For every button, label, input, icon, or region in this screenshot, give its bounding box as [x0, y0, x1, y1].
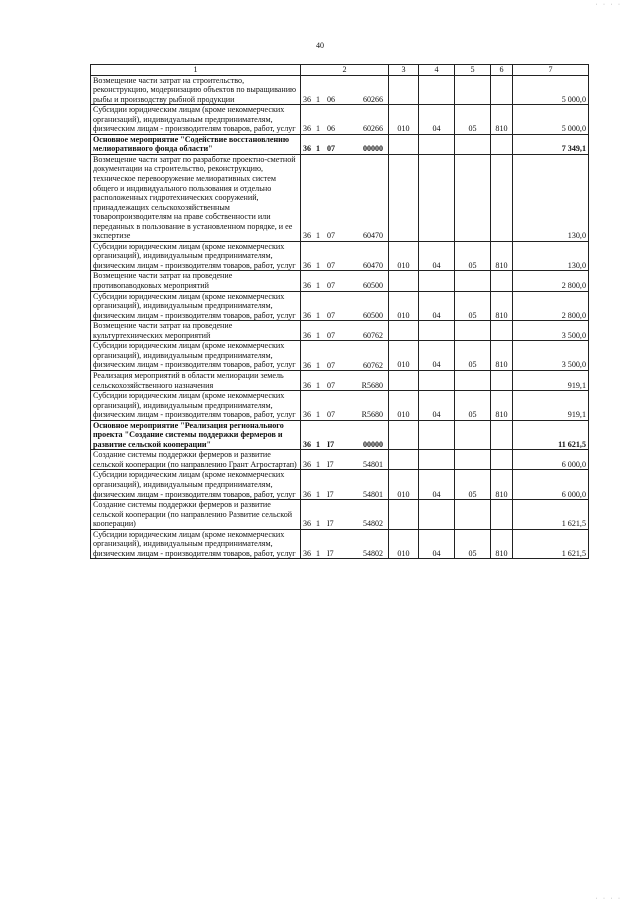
code-program: 36	[303, 124, 311, 134]
row-col3-cell: 010	[389, 341, 419, 371]
row-col3-cell: 010	[389, 241, 419, 271]
row-col5-cell: 05	[455, 291, 491, 321]
code-subprogram: 1	[316, 439, 320, 449]
row-code-cell	[301, 154, 389, 241]
row-name-cell: Возмещение части затрат на проведение культуртехнических мероприятий	[91, 321, 301, 341]
code-direction: R5680	[361, 410, 383, 420]
row-col6-cell: 810	[491, 529, 513, 559]
row-col6-cell: 810	[491, 105, 513, 135]
code-subprogram: 1	[316, 330, 320, 340]
code-subprogram: 1	[316, 548, 320, 558]
table-row	[91, 420, 589, 450]
code-measure: 07	[327, 231, 335, 241]
row-col5-cell	[455, 271, 491, 291]
table-row	[91, 500, 589, 530]
code-subprogram: 1	[316, 124, 320, 134]
row-col4-cell: 04	[419, 341, 455, 371]
code-program: 36	[303, 144, 311, 154]
row-col4-cell: 04	[419, 241, 455, 271]
code-direction: 60266	[363, 94, 383, 104]
row-code-cell	[301, 241, 389, 271]
row-amount-cell: 6 000,0	[513, 470, 589, 500]
row-col4-cell: 04	[419, 470, 455, 500]
code-subprogram: 1	[316, 489, 320, 499]
row-col4-cell: 04	[419, 105, 455, 135]
row-col3-cell	[389, 134, 419, 154]
table-row	[91, 529, 589, 559]
code-direction: 60470	[363, 231, 383, 241]
code-direction: R5680	[361, 380, 383, 390]
budget-table	[90, 64, 589, 559]
code-measure: I7	[327, 459, 334, 469]
table-row	[91, 341, 589, 371]
row-name-cell: Создание системы поддержки фермеров и развитие сельской кооперации (по направлению Развитие сельской кооперации)	[91, 500, 301, 530]
row-code-cell	[301, 321, 389, 341]
row-code-cell	[301, 291, 389, 321]
row-name-cell: Субсидии юридическим лицам (кроме некоммерческих организаций), индивидуальным предпринимателям, физическим лицам - производителям товаров, работ, услуг	[91, 241, 301, 271]
row-code-cell	[301, 470, 389, 500]
row-col6-cell: 810	[491, 291, 513, 321]
code-direction: 54801	[363, 489, 383, 499]
row-amount-cell: 3 500,0	[513, 321, 589, 341]
code-measure: 07	[327, 310, 335, 320]
code-program: 36	[303, 459, 311, 469]
code-program: 36	[303, 231, 311, 241]
row-col5-cell: 05	[455, 105, 491, 135]
header-col-5: 5	[455, 65, 491, 76]
code-program: 36	[303, 548, 311, 558]
row-amount-cell: 2 800,0	[513, 271, 589, 291]
code-measure: 07	[327, 410, 335, 420]
header-col-1: 1	[91, 65, 301, 76]
row-name-cell: Субсидии юридическим лицам (кроме некоммерческих организаций), индивидуальным предпринимателям, физическим лицам - производителям товаров, работ, услуг	[91, 105, 301, 135]
code-program: 36	[303, 380, 311, 390]
row-col3-cell	[389, 450, 419, 470]
code-measure: 07	[327, 281, 335, 291]
row-col6-cell	[491, 271, 513, 291]
code-measure: I7	[327, 519, 334, 529]
row-col6-cell: 810	[491, 391, 513, 421]
row-amount-cell: 1 621,5	[513, 500, 589, 530]
code-direction: 54801	[363, 459, 383, 469]
scan-corner-mark: · · · ·	[595, 2, 622, 8]
row-col5-cell	[455, 420, 491, 450]
row-col5-cell	[455, 500, 491, 530]
row-col6-cell	[491, 420, 513, 450]
row-code-cell	[301, 370, 389, 390]
row-name-cell: Создание системы поддержки фермеров и развитие сельской кооперации (по направлению Грант Агростартап)	[91, 450, 301, 470]
code-subprogram: 1	[316, 459, 320, 469]
header-col-4: 4	[419, 65, 455, 76]
table-row	[91, 450, 589, 470]
row-col6-cell	[491, 500, 513, 530]
row-col4-cell	[419, 271, 455, 291]
scan-corner-mark: · · · ·	[595, 896, 622, 902]
code-direction: 00000	[363, 144, 383, 154]
header-col-3: 3	[389, 65, 419, 76]
code-measure: 07	[327, 380, 335, 390]
code-subprogram: 1	[316, 519, 320, 529]
row-col3-cell	[389, 420, 419, 450]
row-code-cell	[301, 391, 389, 421]
row-code-cell	[301, 420, 389, 450]
code-subprogram: 1	[316, 144, 320, 154]
code-program: 36	[303, 330, 311, 340]
row-name-cell: Возмещение части затрат на строительство, реконструкцию, модернизацию объектов по выращиванию рыбы и производству рыбной продукции	[91, 75, 301, 105]
row-amount-cell: 7 349,1	[513, 134, 589, 154]
row-name-cell: Реализация мероприятий в области мелиорации земель сельскохозяйственного назначения	[91, 370, 301, 390]
code-direction: 60266	[363, 124, 383, 134]
code-program: 36	[303, 439, 311, 449]
code-direction: 00000	[363, 439, 383, 449]
row-name-cell: Основное мероприятие "Реализация регионального проекта "Создание системы поддержки фермеров и развитие сельской кооперации"	[91, 420, 301, 450]
code-measure: 07	[327, 330, 335, 340]
row-col3-cell: 010	[389, 470, 419, 500]
code-direction: 60500	[363, 281, 383, 291]
code-subprogram: 1	[316, 231, 320, 241]
row-amount-cell: 5 000,0	[513, 75, 589, 105]
row-col5-cell	[455, 154, 491, 241]
code-direction: 60500	[363, 310, 383, 320]
code-subprogram: 1	[316, 261, 320, 271]
code-direction: 60762	[363, 360, 383, 370]
row-col6-cell: 810	[491, 241, 513, 271]
table-row	[91, 241, 589, 271]
header-col-7: 7	[513, 65, 589, 76]
row-name-cell: Возмещение части затрат на проведение противопаводковых мероприятий	[91, 271, 301, 291]
row-col3-cell	[389, 75, 419, 105]
code-measure: 06	[327, 94, 335, 104]
table-row	[91, 370, 589, 390]
code-measure: I7	[327, 548, 334, 558]
table-row	[91, 154, 589, 241]
row-name-cell: Субсидии юридическим лицам (кроме некоммерческих организаций), индивидуальным предпринимателям, физическим лицам - производителям товаров, работ, услуг	[91, 391, 301, 421]
code-measure: 07	[327, 360, 335, 370]
row-col5-cell	[455, 370, 491, 390]
row-col6-cell	[491, 321, 513, 341]
row-col5-cell: 05	[455, 341, 491, 371]
table-row	[91, 391, 589, 421]
header-col-2: 2	[301, 65, 389, 76]
row-col6-cell: 810	[491, 470, 513, 500]
row-name-cell: Возмещение части затрат по разработке проектно-сметной документации на строительство, реконструкцию, техническое перевооружение мелиоративных систем общего и индивидуального пользования и отдельно расположенных гидротехнических сооружений, принадлежащих сельскохозяйственным товаропроизводителям на праве собственности или переданных в пользование в установленном порядке, и ее экспертизе	[91, 154, 301, 241]
code-program: 36	[303, 310, 311, 320]
code-direction: 54802	[363, 519, 383, 529]
row-amount-cell: 1 621,5	[513, 529, 589, 559]
row-code-cell	[301, 341, 389, 371]
row-col4-cell	[419, 420, 455, 450]
code-subprogram: 1	[316, 410, 320, 420]
code-program: 36	[303, 360, 311, 370]
code-subprogram: 1	[316, 380, 320, 390]
row-col3-cell	[389, 500, 419, 530]
code-subprogram: 1	[316, 310, 320, 320]
row-amount-cell: 6 000,0	[513, 450, 589, 470]
code-measure: I7	[327, 439, 335, 449]
code-program: 36	[303, 519, 311, 529]
row-col5-cell	[455, 321, 491, 341]
row-col5-cell	[455, 75, 491, 105]
row-name-cell: Основное мероприятие "Содействие восстановлению мелиоративного фонда области"	[91, 134, 301, 154]
code-program: 36	[303, 410, 311, 420]
code-program: 36	[303, 281, 311, 291]
row-col4-cell: 04	[419, 529, 455, 559]
row-col3-cell	[389, 321, 419, 341]
table-row	[91, 75, 589, 105]
row-col4-cell	[419, 450, 455, 470]
row-code-cell	[301, 450, 389, 470]
row-col3-cell	[389, 154, 419, 241]
row-col5-cell	[455, 134, 491, 154]
row-col4-cell: 04	[419, 291, 455, 321]
code-subprogram: 1	[316, 94, 320, 104]
row-col4-cell	[419, 154, 455, 241]
row-col5-cell	[455, 450, 491, 470]
code-measure: I7	[327, 489, 334, 499]
row-amount-cell: 919,1	[513, 370, 589, 390]
row-col4-cell	[419, 134, 455, 154]
table-row	[91, 134, 589, 154]
row-col5-cell: 05	[455, 529, 491, 559]
row-code-cell	[301, 271, 389, 291]
code-program: 36	[303, 489, 311, 499]
row-col6-cell	[491, 450, 513, 470]
row-amount-cell: 3 500,0	[513, 341, 589, 371]
code-measure: 06	[327, 124, 335, 134]
table-row	[91, 470, 589, 500]
table-header-row	[91, 65, 589, 76]
table-row	[91, 291, 589, 321]
row-code-cell	[301, 500, 389, 530]
row-name-cell: Субсидии юридическим лицам (кроме некоммерческих организаций), индивидуальным предпринимателям, физическим лицам - производителям товаров, работ, услуг	[91, 470, 301, 500]
page-number: 40	[316, 41, 324, 50]
row-col4-cell	[419, 75, 455, 105]
table-row	[91, 271, 589, 291]
row-col3-cell: 010	[389, 391, 419, 421]
row-col3-cell: 010	[389, 529, 419, 559]
row-col6-cell	[491, 75, 513, 105]
row-col5-cell: 05	[455, 470, 491, 500]
code-subprogram: 1	[316, 281, 320, 291]
row-name-cell: Субсидии юридическим лицам (кроме некоммерческих организаций), индивидуальным предпринимателям, физическим лицам - производителям товаров, работ, услуг	[91, 291, 301, 321]
code-measure: 07	[327, 261, 335, 271]
row-col4-cell: 04	[419, 391, 455, 421]
row-name-cell: Субсидии юридическим лицам (кроме некоммерческих организаций), индивидуальным предпринимателям, физическим лицам - производителям товаров, работ, услуг	[91, 341, 301, 371]
row-col6-cell	[491, 154, 513, 241]
row-col6-cell	[491, 370, 513, 390]
row-col5-cell: 05	[455, 241, 491, 271]
row-amount-cell: 11 621,5	[513, 420, 589, 450]
row-col6-cell: 810	[491, 341, 513, 371]
header-col-6: 6	[491, 65, 513, 76]
code-direction: 54802	[363, 548, 383, 558]
row-code-cell	[301, 75, 389, 105]
code-program: 36	[303, 261, 311, 271]
row-col3-cell	[389, 271, 419, 291]
code-subprogram: 1	[316, 360, 320, 370]
row-code-cell	[301, 134, 389, 154]
row-col3-cell: 010	[389, 105, 419, 135]
code-direction: 60470	[363, 261, 383, 271]
code-measure: 07	[327, 144, 335, 154]
row-amount-cell: 919,1	[513, 391, 589, 421]
row-amount-cell: 5 000,0	[513, 105, 589, 135]
row-col3-cell	[389, 370, 419, 390]
row-col4-cell	[419, 370, 455, 390]
code-program: 36	[303, 94, 311, 104]
row-col6-cell	[491, 134, 513, 154]
row-col5-cell: 05	[455, 391, 491, 421]
table-row	[91, 105, 589, 135]
row-code-cell	[301, 105, 389, 135]
row-name-cell: Субсидии юридическим лицам (кроме некоммерческих организаций), индивидуальным предпринимателям, физическим лицам - производителям товаров, работ, услуг	[91, 529, 301, 559]
row-amount-cell: 130,0	[513, 241, 589, 271]
row-code-cell	[301, 529, 389, 559]
table-row	[91, 321, 589, 341]
row-amount-cell: 2 800,0	[513, 291, 589, 321]
row-amount-cell: 130,0	[513, 154, 589, 241]
row-col3-cell: 010	[389, 291, 419, 321]
code-direction: 60762	[363, 330, 383, 340]
row-col4-cell	[419, 321, 455, 341]
row-col4-cell	[419, 500, 455, 530]
